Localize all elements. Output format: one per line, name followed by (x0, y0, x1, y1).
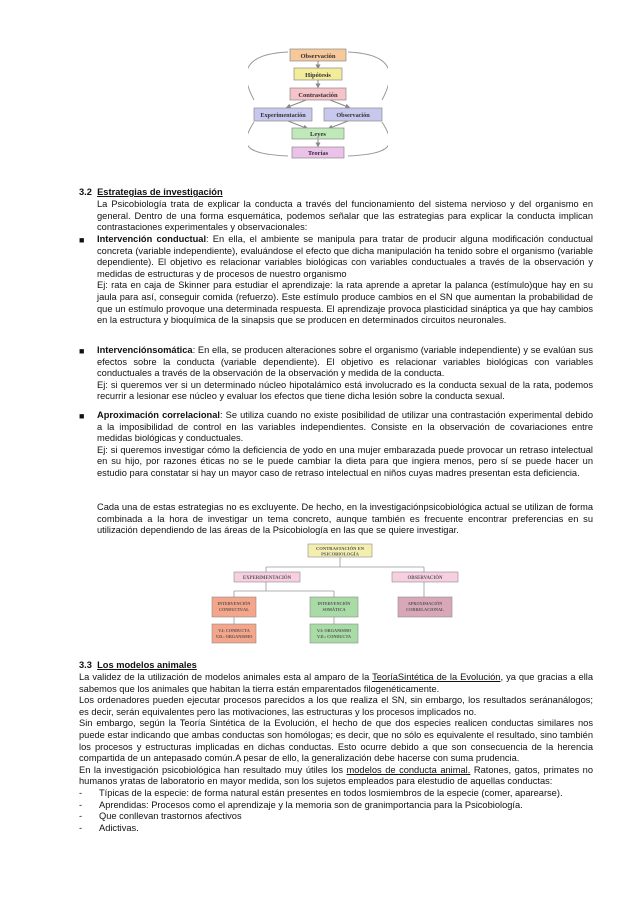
box-hipotesis-label: Hipótesis (305, 72, 331, 79)
obs-label: OBSERVACIÓN (407, 576, 443, 581)
list-item-text: Típicas de la especie: de forma natural están presentes en todos losmiembros de la especie (comer, aparearse). (99, 787, 563, 798)
bullet-2-text: : En ella, se producen alteraciones sobre el organismo (variable independiente) y se evalúan sus efectos sobre la conducta (variable dependiente). El objetivo es relacionar variables biológicas con variables conductuales a través de la observación de la observación y medida de la conducta. (97, 345, 593, 379)
list-item (79, 800, 593, 812)
paragraph-4 (79, 765, 593, 788)
bullet-3-example: Ej: si queremos investigar cómo la deficiencia de yodo en una mujer embarazada puede provocar un retraso intelectual en su hijo, por razones éticas no se le puede cambiar la dieta para que ingiera menos, pero sí se puede hacer un estudio para constatar si hay un mayor caso de retraso intelectual en niños cuyas madres presentan esta deficiencia. (97, 444, 593, 478)
section-3-3-body (79, 672, 593, 834)
contrastacion-diagram (210, 543, 470, 645)
list-item-text: Aprendidas: Procesos como el aprendizaje y la memoria son de granimportancia para la Psicobiología. (99, 799, 523, 810)
section-3-2-title: Estrategias de investigación (97, 187, 223, 197)
v1-line-2: V.D.: ORGANISMO (215, 634, 253, 639)
is-line-2: SOMÁTICA (322, 607, 346, 612)
list-item-text: Adictivas. (99, 822, 139, 833)
list-dash: - (79, 822, 83, 833)
box-leyes-label: Leyes (310, 131, 326, 138)
v2-line-2: V.D.: CONDUCTA (317, 634, 351, 639)
bullet-2-example: Ej: si queremos ver si un determinado núcleo hipotalámico está involucrado es la conducta sexual de la rata, podemos recurrir a lesionar ese núcleo y evaluar los efectos que tiene dicha lesión sobre la conducta sexual. (97, 379, 593, 402)
v2-line-1: V.I: ORGANISMO (316, 628, 352, 633)
list-item (79, 811, 593, 823)
bullet-intervencion-somatica (97, 345, 593, 403)
box-teorias-label: Teorías (307, 150, 329, 157)
teoria-sintetica-link[interactable]: TeoríaSintética de la Evolución (372, 672, 501, 682)
list-item-text: Que conllevan trastornos afectivos (99, 811, 242, 822)
p1-text-b: , ya que gracias a ella sabemos que los animales que habitan la tierra están emparentados filogenéticamente. (79, 672, 594, 694)
bullet-2-marker: ■ (79, 346, 85, 356)
bullet-2-title: Intervenciónsomática (97, 345, 193, 355)
box-observacion-label: Observación (300, 53, 336, 60)
bullet-intervencion-conductual (97, 234, 593, 327)
bullet-1-title: Intervención conductual (97, 234, 207, 244)
list-item (79, 788, 593, 800)
list-dash: - (79, 811, 83, 822)
paragraph-2: Los ordenadores pueden ejecutar procesos parecidos a los que realiza el SN, sin embargo, los resultados seránanálogos; es decir, serán equivalentes pero las motivaciones, las estructuras y los procesos implicados no. (79, 695, 593, 717)
list-dash: - (79, 799, 83, 810)
box-contrastacion-label: Contrastación (298, 92, 338, 99)
box-experimentacion-label: Experimentación (260, 112, 306, 119)
ic-line-2: CONDUCTUAL (218, 607, 250, 612)
p1-text-a: La validez de la utilización de modelos animales esta al amparo de la (79, 672, 373, 682)
bullet-3-title: Aproximación correlacional (97, 410, 220, 420)
bullet-aproximacion-correlacional (97, 410, 593, 480)
bullet-3-text: : Se utiliza cuando no existe posibilidad de utilizar una contrastación experimental debido a la imposibilidad de control en las variables independientes. Consiste en la observación de covariaciones entre medidas biológicas y conductuales. (97, 410, 594, 444)
list-dash: - (79, 787, 83, 798)
bullet-1-example: Ej: rata en caja de Skinner para estudiar el aprendizaje: la rata aprende a apretar la palanca (estímulo)que hay en su jaula para así, conseguir comida (refuerzo). Este estímulo produce cambios en el SN que aumentan la probabilidad de que un estímulo provoque una determinada respuesta. El aprendizaje provoca plasticidad sináptica ya que hay cambios en la estructura y bioquímica de la sinapsis que se producen en determinados circuitos neuronales. (97, 280, 593, 326)
section-3-3-heading (79, 660, 197, 672)
section-3-2-intro (97, 199, 593, 234)
is-line-1: INTERVENCIÓN (317, 601, 351, 606)
section-3-3-number: 3.3 (79, 660, 92, 670)
exp-label: EXPERIMENTACIÓN (242, 576, 292, 581)
bullet-1-marker: ■ (79, 235, 85, 245)
paragraph-3: Sin embargo, según la Teoría Sintética de la Evolución, el hecho de que dos especies realicen conductas similares nos puede estar indicando que ambas conductas son homólogas; es decir, que no sólo es equivalente el resultado, sino también los procesos y estructuras implicadas en dichas conductas. Esto ocurre debido a que son consecuencia de la herencia compartida de un antepasado común.A pesar de ello, la generalización debe hacerse con suma prudencia. (79, 718, 593, 764)
ic-line-1: INTERVENCIÓN (217, 601, 251, 606)
section-3-2-heading (79, 187, 223, 199)
v1-line-1: V.I: CONDUCTA (218, 628, 250, 633)
p4-text-b: Ratones, gatos, primates no humanos yratas de laboratorio en mayor medida, son los sujetos empleados para elestudio de aquellas conductas: (79, 764, 594, 787)
modelos-conducta-link[interactable]: modelos de conducta animal. (346, 764, 471, 775)
bullet-3-marker: ■ (79, 411, 85, 421)
ac-line-2: CORRELACIONAL (406, 607, 444, 612)
bullet-1-text: : En ella, el ambiente se manipula para tratar de producir alguna modificación conductual concreta (variable independiente), evaluándose el efecto que dicha manipulación ha tenido sobre el organismo (variable dependiente). El objetivo es relacionar variables biológicas con variables conductuales a través de la observación y medidas de estructuras y de procesos de nuestro organismo (97, 234, 593, 279)
section-3-3-title: Los modelos animales (97, 660, 197, 670)
section-3-2-closing (97, 502, 593, 537)
closing-paragraph: Cada una de estas estrategias no es excluyente. De hecho, en la investigaciónpsicobiológica actual se utilizan de forma combinada a la hora de investigar un tema concreto, aunque también es frecuente encontrar preferencias en su utilización dependiendo de las áreas de la Psicobiología en las que se quiere investigar. (97, 502, 593, 536)
p4-text-a: En la investigación psicobiológica han resultado muy útiles los (79, 764, 347, 775)
ac-line-1: APROXIMACIÓN (407, 601, 443, 606)
section-3-2-number: 3.2 (79, 187, 92, 197)
top-label-line-1: CONTRASTACIÓN EN (315, 546, 365, 551)
list-item (79, 823, 593, 835)
paragraph-1 (79, 672, 593, 695)
method-flow-diagram (248, 44, 388, 162)
box-observacion-2-label: Observación (336, 112, 370, 119)
intro-paragraph: La Psicobiología trata de explicar la conducta a través del funcionamiento del sistema nervioso y del organismo en general. Dentro de una forma esquemática, podemos señalar que las estrategias para explicar la conducta implican contrastaciones experimentales y observacionales: (97, 199, 593, 233)
top-label-line-2: PSICOBIOLOGÍA (321, 551, 359, 557)
